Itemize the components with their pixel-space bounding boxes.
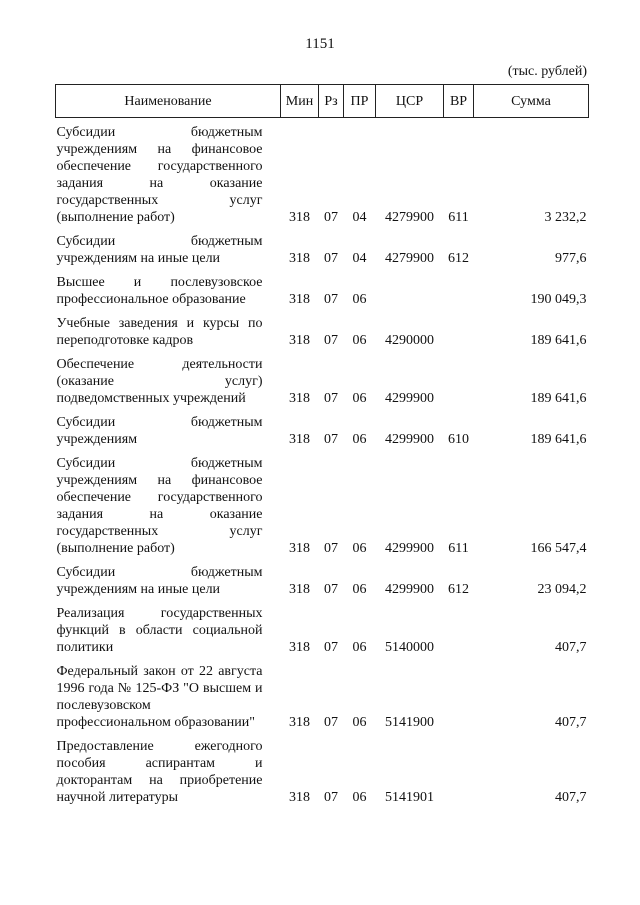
table-row bbox=[56, 356, 589, 414]
row-pr: 06 bbox=[352, 541, 367, 556]
row-sum: 407,7 bbox=[555, 640, 587, 655]
table-row bbox=[56, 455, 589, 564]
row-name: Федеральный закон от 22 августа 1996 года № 125-ФЗ "О высшем и послевузовском профессиональном образовании" bbox=[56, 664, 263, 730]
row-name: Учебные заведения и курсы по переподготовке кадров bbox=[56, 316, 263, 348]
row-rz: 07 bbox=[324, 251, 338, 266]
row-vr: 610 bbox=[448, 432, 469, 447]
row-rz: 07 bbox=[324, 640, 338, 655]
row-min: 318 bbox=[289, 391, 310, 406]
row-name: Высшее и послевузовское профессиональное образование bbox=[56, 275, 263, 307]
row-rz: 07 bbox=[324, 432, 338, 447]
row-min: 318 bbox=[289, 640, 310, 655]
row-name: Субсидии бюджетным учреждениям на финансовое обеспечение государственного задания на оказание государственных услуг (выполнение работ) bbox=[56, 125, 263, 225]
row-csr: 5141901 bbox=[385, 790, 434, 805]
row-min: 318 bbox=[289, 210, 310, 225]
table-row bbox=[56, 414, 589, 455]
row-csr: 4299900 bbox=[385, 582, 434, 597]
row-pr: 06 bbox=[352, 715, 367, 730]
row-sum: 407,7 bbox=[555, 790, 587, 805]
row-sum: 166 547,4 bbox=[530, 541, 587, 556]
row-pr: 06 bbox=[352, 432, 367, 447]
row-name: Субсидии бюджетным учреждениям на иные цели bbox=[56, 234, 263, 266]
table-row bbox=[56, 233, 589, 274]
row-pr: 06 bbox=[352, 790, 367, 805]
row-sum: 977,6 bbox=[555, 251, 587, 266]
row-name: Субсидии бюджетным учреждениям на иные цели bbox=[56, 565, 263, 597]
page-number: 1151 bbox=[305, 36, 335, 52]
row-min: 318 bbox=[289, 292, 310, 307]
header-sum: Сумма bbox=[474, 85, 589, 118]
row-min: 318 bbox=[289, 790, 310, 805]
header-pr: ПР bbox=[344, 85, 376, 118]
row-csr: 4299900 bbox=[385, 541, 434, 556]
row-vr bbox=[444, 274, 474, 315]
row-rz: 07 bbox=[324, 541, 338, 556]
header-min: Мин bbox=[281, 85, 319, 118]
row-vr bbox=[444, 605, 474, 663]
table-body bbox=[56, 118, 589, 814]
row-min: 318 bbox=[289, 432, 310, 447]
table-row bbox=[56, 605, 589, 663]
budget-table bbox=[55, 84, 589, 813]
row-csr: 4279900 bbox=[385, 251, 434, 266]
row-pr: 06 bbox=[352, 640, 367, 655]
row-rz: 07 bbox=[324, 582, 338, 597]
row-pr: 06 bbox=[352, 391, 367, 406]
row-pr: 06 bbox=[352, 582, 367, 597]
row-min: 318 bbox=[289, 541, 310, 556]
row-pr: 04 bbox=[352, 251, 367, 266]
row-min: 318 bbox=[289, 251, 310, 266]
row-sum: 189 641,6 bbox=[530, 432, 587, 447]
row-sum: 23 094,2 bbox=[537, 582, 587, 597]
row-sum: 190 049,3 bbox=[530, 292, 587, 307]
row-sum: 3 232,2 bbox=[544, 210, 587, 225]
row-name: Субсидии бюджетным учреждениям bbox=[56, 415, 263, 447]
table-row bbox=[56, 118, 589, 234]
row-rz: 07 bbox=[324, 333, 338, 348]
row-vr: 612 bbox=[448, 251, 469, 266]
table-row bbox=[56, 315, 589, 356]
row-rz: 07 bbox=[324, 715, 338, 730]
row-rz: 07 bbox=[324, 391, 338, 406]
row-min: 318 bbox=[289, 715, 310, 730]
row-name: Субсидии бюджетным учреждениям на финансовое обеспечение государственного задания на оказание государственных услуг (выполнение работ) bbox=[56, 456, 263, 556]
row-pr: 06 bbox=[352, 292, 367, 307]
header-csr: ЦСР bbox=[376, 85, 444, 118]
row-csr: 4299900 bbox=[385, 391, 434, 406]
row-min: 318 bbox=[289, 333, 310, 348]
row-sum: 189 641,6 bbox=[530, 391, 587, 406]
header-rz: Рз bbox=[319, 85, 344, 118]
row-csr: 4299900 bbox=[385, 432, 434, 447]
row-rz: 07 bbox=[324, 210, 338, 225]
row-csr: 4279900 bbox=[385, 210, 434, 225]
header-name: Наименование bbox=[56, 85, 281, 118]
table-row bbox=[56, 564, 589, 605]
row-vr bbox=[444, 356, 474, 414]
row-rz: 07 bbox=[324, 292, 338, 307]
row-vr bbox=[444, 663, 474, 738]
row-vr: 611 bbox=[448, 210, 469, 225]
header-vr: ВР bbox=[444, 85, 474, 118]
row-name: Предоставление ежегодного пособия аспирантам и докторантам на приобретение научной литературы bbox=[56, 739, 263, 805]
row-csr: 4290000 bbox=[385, 333, 434, 348]
row-sum: 189 641,6 bbox=[530, 333, 587, 348]
table-row bbox=[56, 274, 589, 315]
row-csr: 5141900 bbox=[385, 715, 434, 730]
table-header bbox=[56, 85, 589, 118]
table-row bbox=[56, 738, 589, 813]
row-rz: 07 bbox=[324, 790, 338, 805]
row-pr: 04 bbox=[352, 210, 367, 225]
row-csr: 5140000 bbox=[385, 640, 434, 655]
row-vr: 612 bbox=[448, 582, 469, 597]
row-vr: 611 bbox=[448, 541, 469, 556]
row-min: 318 bbox=[289, 582, 310, 597]
row-name: Обеспечение деятельности (оказание услуг) подведомственных учреждений bbox=[56, 357, 263, 406]
table-row bbox=[56, 663, 589, 738]
row-sum: 407,7 bbox=[555, 715, 587, 730]
units-label: (тыс. рублей) bbox=[507, 64, 587, 79]
row-vr bbox=[444, 315, 474, 356]
row-pr: 06 bbox=[352, 333, 367, 348]
row-name: Реализация государственных функций в области социальной политики bbox=[56, 606, 263, 655]
row-csr bbox=[376, 274, 444, 315]
row-vr bbox=[444, 738, 474, 813]
